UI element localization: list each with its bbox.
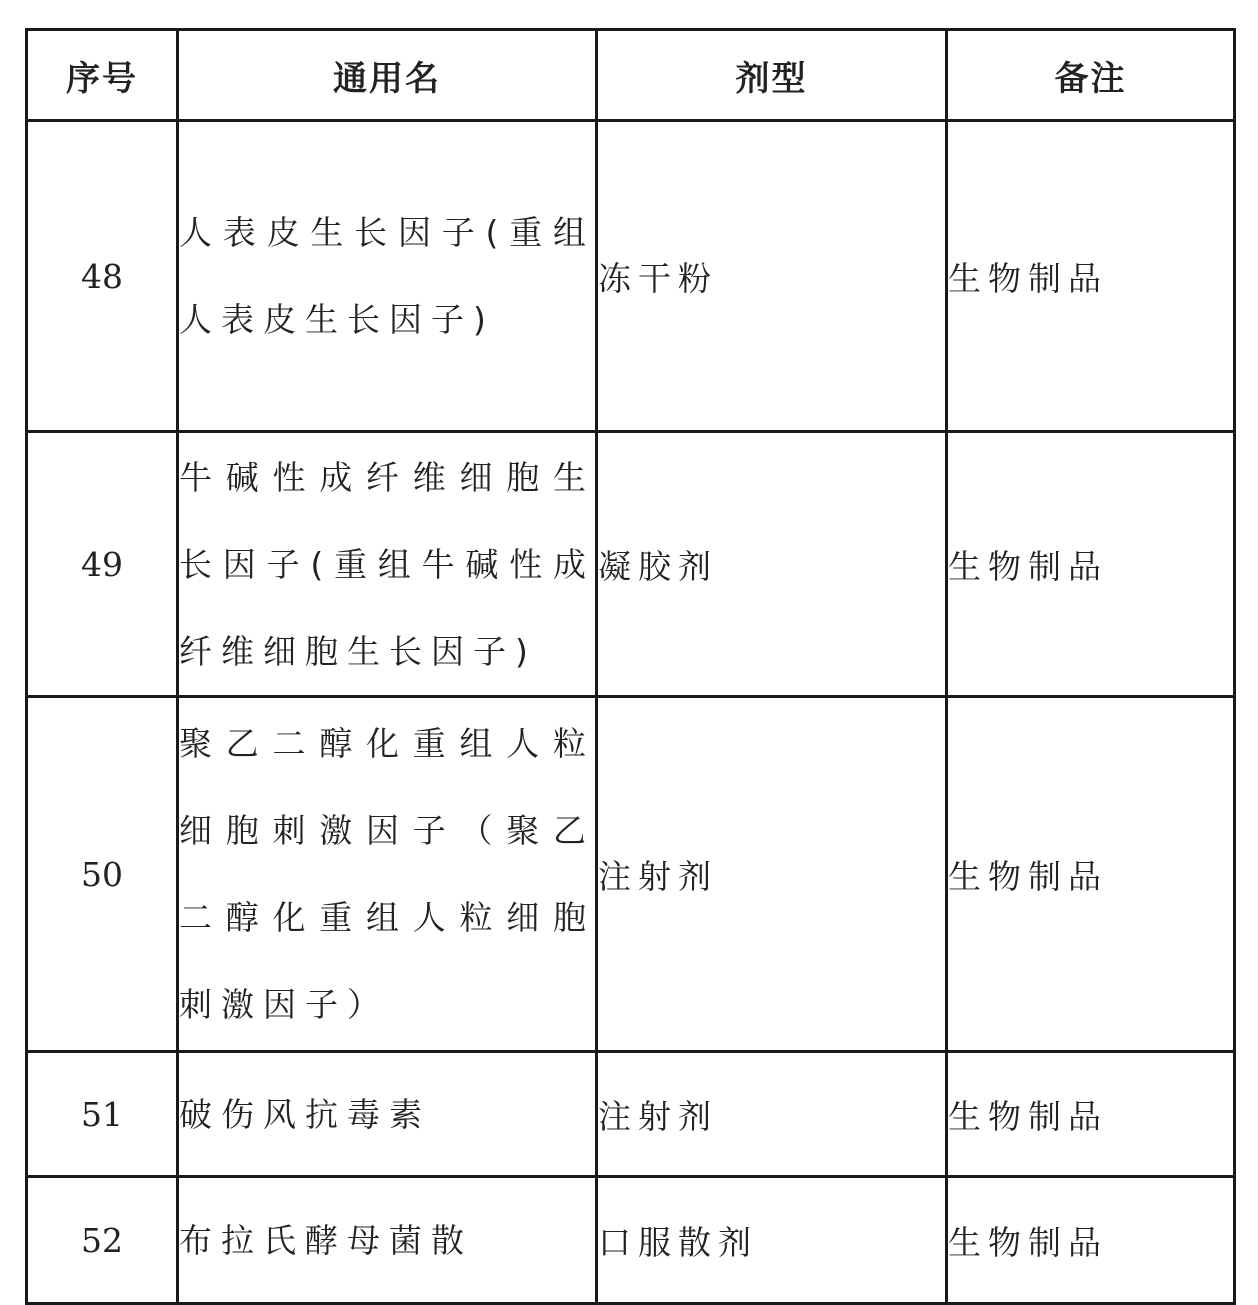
header-name: 通用名 bbox=[178, 30, 597, 121]
table-row bbox=[27, 1052, 1235, 1177]
row-name: 布拉氏酵母菌散 bbox=[178, 1177, 597, 1304]
row-seq: 50 bbox=[27, 697, 178, 1052]
header-seq: 序号 bbox=[27, 30, 178, 121]
row-name: 破伤风抗毒素 bbox=[178, 1052, 597, 1177]
row-seq: 52 bbox=[27, 1177, 178, 1304]
row-note: 生物制品 bbox=[947, 1052, 1235, 1177]
table-header-row bbox=[27, 30, 1235, 121]
row-form: 注射剂 bbox=[597, 697, 947, 1052]
row-note: 生物制品 bbox=[947, 432, 1235, 697]
row-note: 生物制品 bbox=[947, 1177, 1235, 1304]
row-note: 生物制品 bbox=[947, 121, 1235, 432]
row-form: 口服散剂 bbox=[597, 1177, 947, 1304]
header-form: 剂型 bbox=[597, 30, 947, 121]
row-name: 人表皮生长因子(重组人表皮生长因子) bbox=[178, 121, 597, 432]
row-name: 聚乙二醇化重组人粒细胞刺激因子（聚乙二醇化重组人粒细胞刺激因子） bbox=[178, 697, 597, 1052]
drug-table bbox=[25, 28, 1236, 1305]
row-seq: 49 bbox=[27, 432, 178, 697]
row-note: 生物制品 bbox=[947, 697, 1235, 1052]
table-row bbox=[27, 432, 1235, 697]
row-form: 注射剂 bbox=[597, 1052, 947, 1177]
table-row bbox=[27, 1177, 1235, 1304]
table-row bbox=[27, 697, 1235, 1052]
table-row bbox=[27, 121, 1235, 432]
row-form: 凝胶剂 bbox=[597, 432, 947, 697]
row-name: 牛碱性成纤维细胞生长因子(重组牛碱性成纤维细胞生长因子) bbox=[178, 432, 597, 697]
row-form: 冻干粉 bbox=[597, 121, 947, 432]
row-seq: 48 bbox=[27, 121, 178, 432]
row-seq: 51 bbox=[27, 1052, 178, 1177]
header-note: 备注 bbox=[947, 30, 1235, 121]
